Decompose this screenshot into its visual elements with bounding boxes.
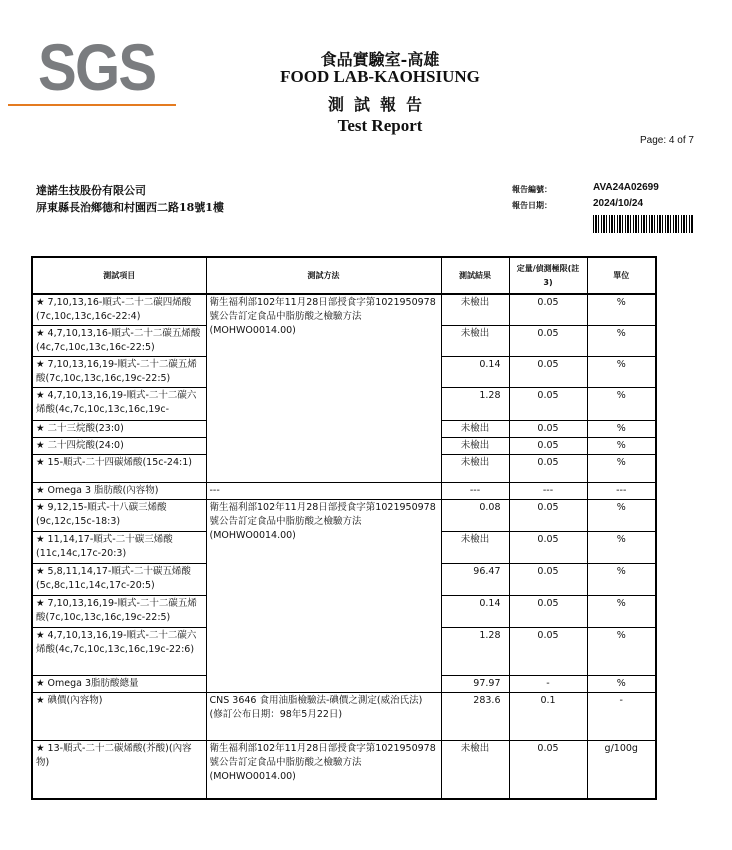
header-test-method: 測試方法 [206, 257, 441, 294]
test-unit: % [587, 500, 656, 532]
test-method: 衛生福利部102年11月28日部授食字第1021950978號公告訂定食品中脂肪酸之檢驗方法(MOHWO0014.00) [206, 500, 441, 693]
test-limit: 0.05 [509, 388, 587, 421]
test-item: ★ 15-順式-二十四碳烯酸(15c-24:1) [32, 455, 206, 483]
header-test-item: 測試項目 [32, 257, 206, 294]
test-result: 未檢出 [441, 438, 509, 455]
test-unit: % [587, 357, 656, 388]
test-item: ★ 4,7,10,13,16,19-順式-二十二碳六烯酸(4c,7c,10c,13c,16c,19c- [32, 388, 206, 421]
test-limit: 0.05 [509, 326, 587, 357]
test-limit: 0.05 [509, 532, 587, 564]
test-limit: 0.05 [509, 596, 587, 628]
test-unit: % [587, 388, 656, 421]
test-limit: 0.05 [509, 628, 587, 676]
test-item: ★ 4,7,10,13,16-順式-二十二碳五烯酸(4c,7c,10c,13c,16c-22:5) [32, 326, 206, 357]
results-table [31, 256, 657, 800]
test-unit: % [587, 326, 656, 357]
lab-name-zh: 食品實驗室-高雄 [320, 50, 440, 69]
test-item: ★ Omega 3脂肪酸總量 [32, 676, 206, 693]
test-unit: % [587, 596, 656, 628]
page-number: Page: 4 of 7 [640, 135, 694, 146]
test-unit: % [587, 564, 656, 596]
test-unit: % [587, 421, 656, 438]
test-limit: 0.05 [509, 741, 587, 799]
test-item: ★ Omega 3 脂肪酸(內容物) [32, 483, 206, 500]
report-number-label: 報告編號： [512, 185, 552, 194]
test-unit: - [587, 693, 656, 741]
report-title-zh: 測試報告 [327, 95, 432, 114]
table-row [32, 741, 656, 799]
test-item: ★ 4,7,10,13,16,19-順式-二十二碳六烯酸(4c,7c,10c,13c,16c,19c-22:6) [32, 628, 206, 676]
test-item: ★ 二十三烷酸(23:0) [32, 421, 206, 438]
test-unit: % [587, 532, 656, 564]
test-result: 283.6 [441, 693, 509, 741]
test-method: 衛生福利部102年11月28日部授食字第1021950978號公告訂定食品中脂肪酸之檢驗方法(MOHWO0014.00) [206, 741, 441, 799]
table-row [32, 483, 656, 500]
test-unit: g/100g [587, 741, 656, 799]
test-result: 96.47 [441, 564, 509, 596]
test-limit: - [509, 676, 587, 693]
sgs-logo: SGS [38, 30, 156, 104]
lab-name-en: FOOD LAB-KAOHSIUNG [280, 67, 480, 86]
test-item: ★ 7,10,13,16-順式-二十二碳四烯酸(7c,10c,13c,16c-22:4) [32, 294, 206, 326]
test-unit: % [587, 628, 656, 676]
test-unit: --- [587, 483, 656, 500]
test-unit: % [587, 438, 656, 455]
logo-underline [8, 104, 176, 106]
test-result: 0.14 [441, 357, 509, 388]
barcode [593, 215, 693, 233]
test-limit: 0.05 [509, 564, 587, 596]
test-item: ★ 7,10,13,16,19-順式-二十二碳五烯酸(7c,10c,13c,16c,19c-22:5) [32, 357, 206, 388]
table-row [32, 500, 656, 532]
test-result: 0.08 [441, 500, 509, 532]
test-result: 1.28 [441, 388, 509, 421]
test-unit: % [587, 294, 656, 326]
customer-address: 屏東縣長治鄉德和村園西二路18號1樓 [36, 201, 224, 214]
header-result: 測試結果 [441, 257, 509, 294]
test-limit: 0.05 [509, 500, 587, 532]
test-result: --- [441, 483, 509, 500]
test-unit: % [587, 455, 656, 483]
header-limit: 定量/偵測極限(註3) [509, 257, 587, 294]
test-limit: --- [509, 483, 587, 500]
test-method: --- [206, 483, 441, 500]
test-limit: 0.05 [509, 438, 587, 455]
test-limit: 0.05 [509, 421, 587, 438]
test-method: CNS 3646 食用油脂檢驗法-碘價之測定(威治氏法) (修訂公布日期：98年5月22日) [206, 693, 441, 741]
test-result: 未檢出 [441, 532, 509, 564]
report-date-label: 報告日期： [512, 201, 552, 210]
test-result: 未檢出 [441, 741, 509, 799]
test-result: 未檢出 [441, 326, 509, 357]
test-item: ★ 13-順式-二十二碳烯酸(芥酸)(內容物) [32, 741, 206, 799]
test-item: ★ 5,8,11,14,17-順式-二十碳五烯酸(5c,8c,11c,14c,17c-20:5) [32, 564, 206, 596]
test-result: 未檢出 [441, 455, 509, 483]
report-number: AVA24A02699 [593, 182, 659, 193]
test-limit: 0.05 [509, 357, 587, 388]
test-method: 衛生福利部102年11月28日部授食字第1021950978號公告訂定食品中脂肪酸之檢驗方法(MOHWO0014.00) [206, 294, 441, 483]
test-limit: 0.05 [509, 455, 587, 483]
test-result: 未檢出 [441, 421, 509, 438]
test-item: ★ 碘價(內容物) [32, 693, 206, 741]
table-header-row [32, 257, 656, 294]
test-result: 97.97 [441, 676, 509, 693]
test-limit: 0.05 [509, 294, 587, 326]
test-result: 未檢出 [441, 294, 509, 326]
table-row [32, 294, 656, 326]
test-item: ★ 二十四烷酸(24:0) [32, 438, 206, 455]
test-result: 1.28 [441, 628, 509, 676]
test-item: ★ 9,12,15-順式-十八碳三烯酸(9c,12c,15c-18:3) [32, 500, 206, 532]
table-row [32, 693, 656, 741]
test-limit: 0.1 [509, 693, 587, 741]
test-result: 0.14 [441, 596, 509, 628]
test-item: ★ 7,10,13,16,19-順式-二十二碳五烯酸(7c,10c,13c,16c,19c-22:5) [32, 596, 206, 628]
header-unit: 單位 [587, 257, 656, 294]
report-title-en: Test Report [337, 116, 423, 135]
report-date: 2024/10/24 [593, 198, 644, 209]
customer-name: 達諾生技股份有限公司 [36, 184, 146, 197]
test-unit: % [587, 676, 656, 693]
test-item: ★ 11,14,17-順式-二十碳三烯酸(11c,14c,17c-20:3) [32, 532, 206, 564]
